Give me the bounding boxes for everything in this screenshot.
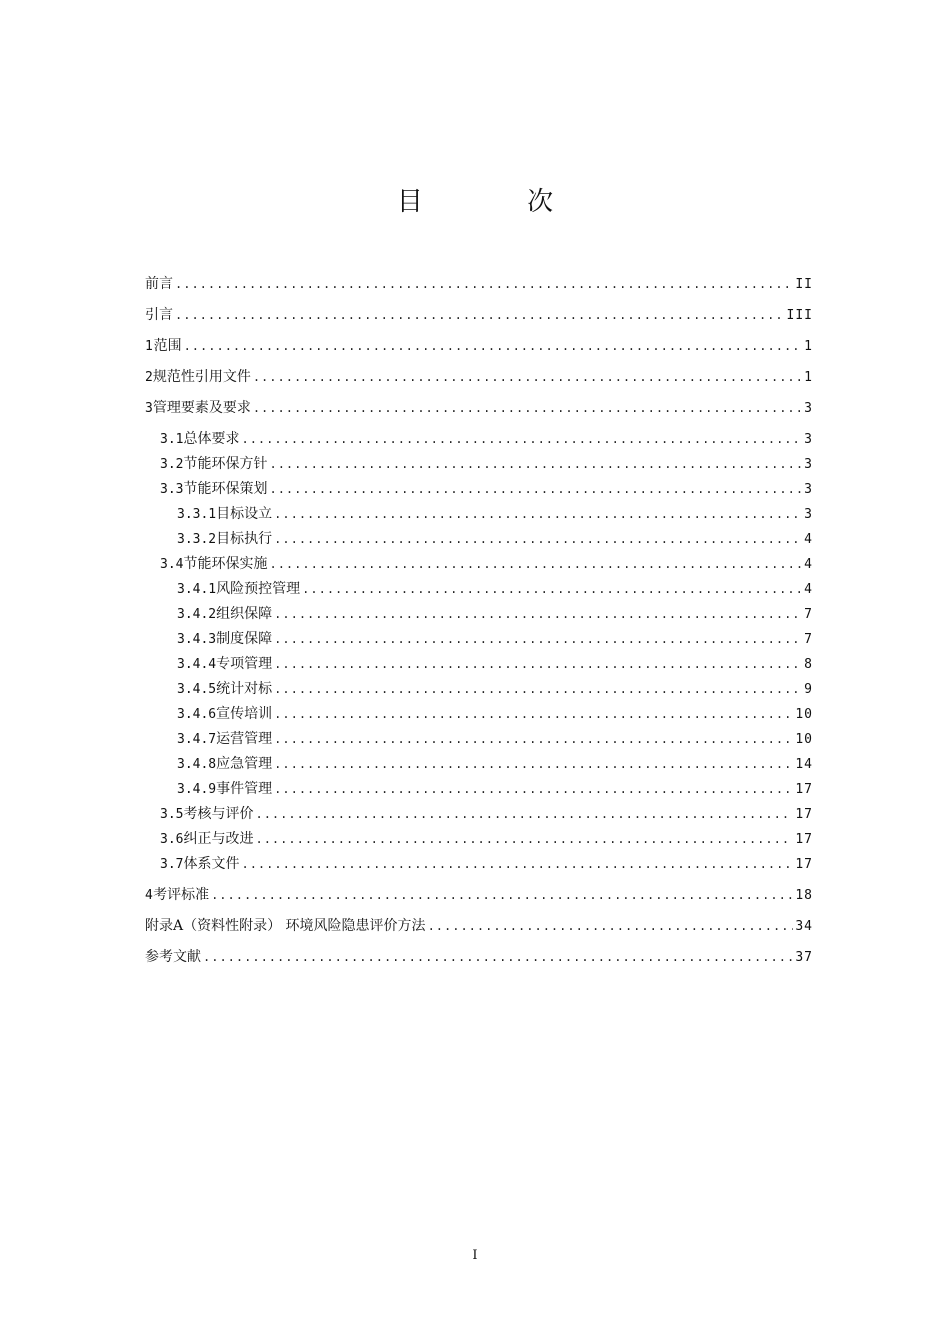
toc-entry[interactable] bbox=[145, 883, 813, 908]
toc-entry-number: 3.4.5 bbox=[177, 682, 217, 697]
toc-dot-leader bbox=[203, 945, 793, 970]
toc-dot-leader bbox=[302, 577, 802, 602]
toc-entry-page: 8 bbox=[804, 657, 813, 672]
toc-entry-number: 2 bbox=[145, 370, 153, 385]
toc-entry-title: 考核与评价 bbox=[183, 806, 254, 822]
toc-entry-page: 3 bbox=[804, 401, 813, 416]
toc-dot-leader bbox=[241, 852, 793, 877]
toc-entry-title: 目标设立 bbox=[216, 506, 273, 522]
toc-dot-leader bbox=[428, 914, 794, 939]
toc-dot-leader bbox=[274, 677, 802, 702]
toc-entry-number: 3.3.2 bbox=[177, 532, 217, 547]
toc-dot-leader bbox=[274, 752, 793, 777]
toc-entry-number: 3.7 bbox=[160, 857, 184, 872]
toc-entry-page: 3 bbox=[804, 507, 813, 522]
toc-entry-number: 3.4.3 bbox=[177, 632, 217, 647]
toc-entry[interactable] bbox=[145, 945, 813, 970]
toc-entry-page: 17 bbox=[795, 857, 813, 872]
toc-dot-leader bbox=[274, 777, 793, 802]
toc-entry-title: 纠正与改进 bbox=[183, 831, 254, 847]
toc-dot-leader bbox=[274, 702, 793, 727]
toc-entry-number: 4 bbox=[145, 888, 153, 903]
toc-entry-page: 14 bbox=[795, 757, 813, 772]
toc-entry[interactable] bbox=[145, 727, 813, 752]
toc-entry-page: 3 bbox=[804, 482, 813, 497]
toc-entry-number: 3.4.1 bbox=[177, 582, 217, 597]
toc-entry-number: 3.1 bbox=[160, 432, 184, 447]
toc-entry-title: 运营管理 bbox=[216, 731, 273, 747]
toc-entry-number: 3.2 bbox=[160, 457, 184, 472]
toc-entry[interactable] bbox=[145, 602, 813, 627]
table-of-contents bbox=[145, 272, 813, 970]
toc-dot-leader bbox=[255, 827, 793, 852]
toc-dot-leader bbox=[175, 303, 785, 328]
toc-entry-page: 18 bbox=[795, 888, 813, 903]
toc-entry-number: 3.4.2 bbox=[177, 607, 217, 622]
toc-entry-title: 范围 bbox=[153, 338, 182, 354]
toc-entry-number: 3.4 bbox=[160, 557, 184, 572]
toc-entry-number: 3.4.4 bbox=[177, 657, 217, 672]
toc-entry-page: 10 bbox=[795, 732, 813, 747]
toc-entry-title: 节能环保实施 bbox=[183, 556, 268, 572]
toc-entry[interactable] bbox=[145, 365, 813, 390]
toc-entry[interactable] bbox=[145, 752, 813, 777]
toc-dot-leader bbox=[274, 602, 802, 627]
toc-entry-page: 17 bbox=[795, 807, 813, 822]
toc-dot-leader bbox=[241, 427, 802, 452]
toc-entry[interactable] bbox=[145, 702, 813, 727]
toc-entry-title: 节能环保方针 bbox=[183, 456, 268, 472]
toc-entry-page: 4 bbox=[804, 532, 813, 547]
toc-entry[interactable] bbox=[145, 827, 813, 852]
toc-entry-page: 7 bbox=[804, 607, 813, 622]
toc-dot-leader bbox=[269, 452, 802, 477]
toc-dot-leader bbox=[175, 272, 793, 297]
toc-dot-leader bbox=[211, 883, 793, 908]
toc-entry-number: 3.3.1 bbox=[177, 507, 217, 522]
toc-entry[interactable] bbox=[145, 627, 813, 652]
toc-entry[interactable] bbox=[145, 677, 813, 702]
toc-entry-title: 事件管理 bbox=[216, 781, 273, 797]
toc-entry-page: 4 bbox=[804, 582, 813, 597]
toc-entry-page: 7 bbox=[804, 632, 813, 647]
toc-entry-title: 组织保障 bbox=[216, 606, 273, 622]
toc-dot-leader bbox=[255, 802, 793, 827]
toc-entry-page: II bbox=[795, 277, 813, 292]
toc-entry[interactable] bbox=[145, 527, 813, 552]
toc-entry-title: 参考文献 bbox=[145, 949, 201, 965]
toc-dot-leader bbox=[274, 727, 793, 752]
toc-entry-number: 3.6 bbox=[160, 832, 184, 847]
toc-entry-title: 体系文件 bbox=[183, 856, 240, 872]
toc-entry[interactable] bbox=[145, 802, 813, 827]
toc-entry[interactable] bbox=[145, 477, 813, 502]
toc-entry-page: 10 bbox=[795, 707, 813, 722]
toc-entry-page: 4 bbox=[804, 557, 813, 572]
toc-entry[interactable] bbox=[145, 852, 813, 877]
toc-entry-title: 管理要素及要求 bbox=[152, 400, 251, 416]
toc-entry-number: 3.4.9 bbox=[177, 782, 217, 797]
toc-entry-number: 3.3 bbox=[160, 482, 184, 497]
toc-entry-title: 总体要求 bbox=[183, 431, 240, 447]
toc-entry[interactable] bbox=[145, 396, 813, 421]
toc-entry-page: 9 bbox=[804, 682, 813, 697]
toc-entry-title: 目标执行 bbox=[216, 531, 273, 547]
toc-entry[interactable] bbox=[145, 334, 813, 359]
toc-entry[interactable] bbox=[145, 577, 813, 602]
toc-entry-page: 37 bbox=[795, 950, 813, 965]
toc-entry-title: 前言 bbox=[145, 276, 173, 292]
toc-dot-leader bbox=[269, 552, 802, 577]
toc-entry-number: 3 bbox=[145, 401, 153, 416]
toc-entry-page: 17 bbox=[795, 782, 813, 797]
toc-entry-title: 制度保障 bbox=[216, 631, 273, 647]
toc-entry-page: 1 bbox=[804, 370, 813, 385]
toc-entry-title: 节能环保策划 bbox=[183, 481, 268, 497]
toc-entry[interactable] bbox=[145, 777, 813, 802]
toc-entry-number: 1 bbox=[145, 339, 153, 354]
toc-entry[interactable] bbox=[145, 452, 813, 477]
toc-entry[interactable] bbox=[145, 652, 813, 677]
toc-entry-title: 应急管理 bbox=[216, 756, 273, 772]
toc-entry-page: 17 bbox=[795, 832, 813, 847]
toc-dot-leader bbox=[253, 396, 802, 421]
toc-entry-number: 3.4.6 bbox=[177, 707, 217, 722]
page-number: I bbox=[472, 1248, 478, 1263]
toc-dot-leader bbox=[184, 334, 803, 359]
toc-entry[interactable] bbox=[145, 502, 813, 527]
toc-entry[interactable] bbox=[145, 272, 813, 297]
toc-entry-title: 统计对标 bbox=[216, 681, 273, 697]
toc-entry-title: 考评标准 bbox=[153, 887, 210, 903]
toc-entry-number: 3.5 bbox=[160, 807, 184, 822]
toc-entry-title: 规范性引用文件 bbox=[152, 369, 251, 385]
toc-entry-page: 3 bbox=[804, 457, 813, 472]
toc-entry-page: 3 bbox=[804, 432, 813, 447]
toc-dot-leader bbox=[274, 527, 802, 552]
page-title: 目 次 bbox=[396, 187, 602, 217]
toc-dot-leader bbox=[274, 627, 802, 652]
toc-dot-leader bbox=[253, 365, 802, 390]
toc-entry-number: 3.4.7 bbox=[177, 732, 217, 747]
toc-entry[interactable] bbox=[145, 303, 813, 328]
toc-dot-leader bbox=[269, 477, 802, 502]
toc-dot-leader bbox=[274, 502, 802, 527]
toc-dot-leader bbox=[274, 652, 802, 677]
toc-entry[interactable] bbox=[145, 427, 813, 452]
toc-entry-page: 1 bbox=[804, 339, 813, 354]
toc-entry-number: 3.4.8 bbox=[177, 757, 217, 772]
toc-entry-title: 风险预控管理 bbox=[216, 581, 301, 597]
toc-entry-title: 附录A（资料性附录） 环境风险隐患评价方法 bbox=[145, 918, 426, 934]
toc-entry-title: 引言 bbox=[145, 307, 173, 323]
toc-entry-page: 34 bbox=[795, 919, 813, 934]
toc-entry[interactable] bbox=[145, 552, 813, 577]
toc-entry-title: 宣传培训 bbox=[216, 706, 273, 722]
toc-entry-title: 专项管理 bbox=[216, 656, 273, 672]
toc-entry[interactable] bbox=[145, 914, 813, 939]
toc-entry-page: III bbox=[786, 308, 813, 323]
